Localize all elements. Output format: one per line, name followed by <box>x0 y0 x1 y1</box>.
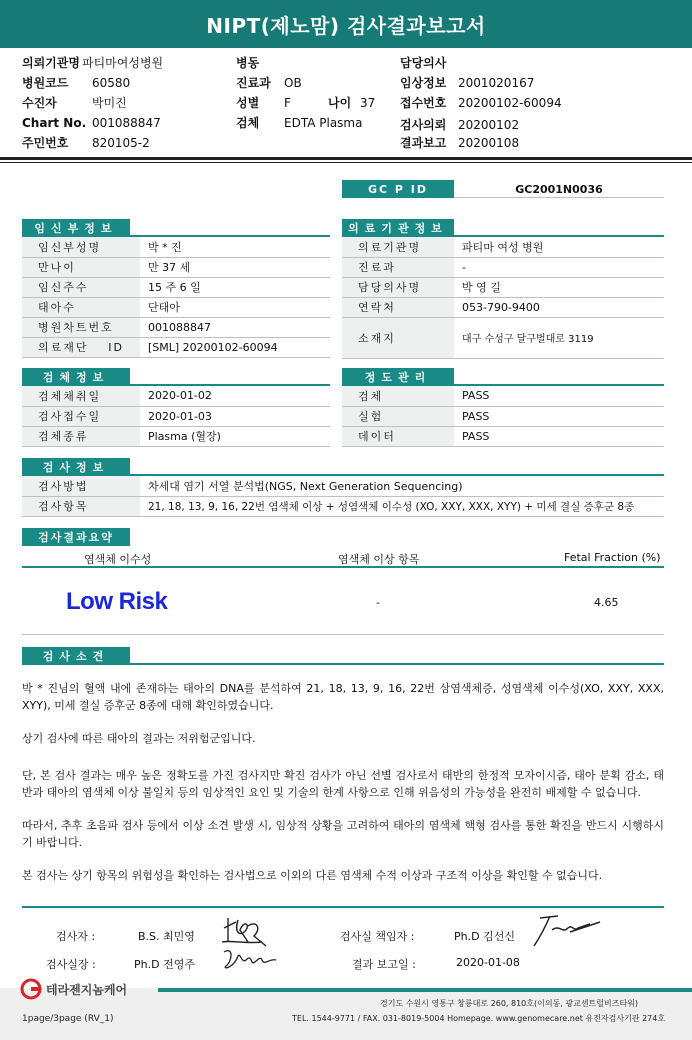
abnormal-value: - <box>376 596 380 609</box>
meta-receipt-no: 접수번호 20200102-60094 <box>400 96 562 110</box>
meta-hospital-code: 병원코드 60580 <box>22 76 131 90</box>
field-value: 대구 수성구 달구벌대로 3119 <box>454 317 664 358</box>
company-logo <box>20 978 127 1000</box>
responsible-name: Ph.D 김선신 <box>454 930 515 943</box>
table-row <box>22 496 664 516</box>
field-value: 차세대 염기 서열 분석법(NGS, Next Generation Sequencing) <box>140 476 664 496</box>
qc-heading: 정도관리 <box>342 368 454 386</box>
institution-info-table <box>342 237 664 359</box>
table-row <box>342 426 664 446</box>
field-label: 검사항목 <box>22 496 140 516</box>
pregnant-info-heading: 임신부정보 <box>22 219 130 237</box>
risk-result: Low Risk <box>66 588 168 615</box>
footer-contact: TEL. 1544-9771 / FAX. 031-8019-5004 Homepage. www.genomecare.net 유전자검사기관 274호 <box>292 1014 666 1023</box>
table-row <box>342 406 664 426</box>
meta-ward: 병동 <box>236 56 260 70</box>
lab-head-name: Ph.D 전영주 <box>134 958 195 971</box>
field-label: 의료재단 ID <box>22 337 140 357</box>
field-value: 15 주 6 일 <box>140 277 330 297</box>
summary-heading: 검사결과요약 <box>22 528 130 546</box>
responsible-label: 검사실 책임자 : <box>340 930 415 943</box>
table-row <box>342 386 664 406</box>
summary-bottom-rule <box>22 634 664 635</box>
field-label: 임신부성명 <box>22 237 140 257</box>
field-label: 검체채취일 <box>22 386 140 406</box>
field-value: 053-790-9400 <box>454 297 664 317</box>
field-label: 임신주수 <box>22 277 140 297</box>
field-label: 연락처 <box>342 297 454 317</box>
gc-pid-value: GC2001N0036 <box>515 182 603 196</box>
footer-rule <box>158 988 692 992</box>
field-label: 검사접수일 <box>22 406 140 426</box>
field-label: 태아수 <box>22 297 140 317</box>
table-row <box>22 476 664 496</box>
summary-header-row <box>22 548 664 568</box>
gc-pid-box <box>342 180 664 198</box>
field-label: 데이터 <box>342 426 454 446</box>
table-row <box>342 317 664 358</box>
findings-heading: 검사소견 <box>22 647 130 665</box>
meta-resident-no: 주민번호 820105-2 <box>22 136 150 150</box>
company-name: 테라젠지놈케어 <box>46 982 128 997</box>
table-row <box>22 317 330 337</box>
footer-address: 경기도 수원시 영통구 창룡대로 260, 810호(이의동, 광교센트럴비즈타워) <box>380 999 639 1008</box>
field-label: 소재지 <box>342 317 454 358</box>
findings-paragraph: 본 검사는 상기 항목의 위험성을 확인하는 검사법으로 이외의 다른 염색체 수적 이상과 구조적 이상을 확인할 수 없습니다. <box>22 869 603 882</box>
field-value: 박 * 진 <box>140 237 330 257</box>
lab-head-label: 검사실장 : <box>46 958 96 971</box>
field-label: 검체 <box>342 386 454 406</box>
meta-sex: 성별 F <box>236 96 291 110</box>
meta-report-date: 결과보고 20200108 <box>400 136 520 150</box>
table-row <box>22 297 330 317</box>
meta-chart-no: Chart No. 001088847 <box>22 116 161 130</box>
header-separator <box>0 157 692 160</box>
findings-text <box>22 680 664 900</box>
table-row <box>22 386 330 406</box>
summary-col-abnormal: 염색체 이상 항목 <box>338 553 420 566</box>
field-label: 의료기관명 <box>342 237 454 257</box>
table-row <box>22 406 330 426</box>
field-value: PASS <box>454 386 664 406</box>
summary-col-fetal-fraction: Fetal Fraction (%) <box>564 551 661 564</box>
meta-request-date: 검사의뢰 20200102 <box>400 118 520 132</box>
meta-doctor: 담당의사 <box>400 56 447 70</box>
field-label: 담당의사명 <box>342 277 454 297</box>
tester-label: 검사자 : <box>56 930 96 943</box>
findings-paragraph: 단, 본 검사 결과는 매우 높은 정확도를 가진 검사지만 확진 검사가 아닌 선별 검사로서 태반의 한정적 모자이시즘, 태아 분획 감소, 태반과 태아의 염색체 이상 불일치 등의 임상적인 요인 및 기술의 한계 사항으로 인해 위음성의 가능성을 완전히 배제할 수 없습니다. <box>22 769 664 799</box>
table-row <box>342 277 664 297</box>
table-row <box>342 297 664 317</box>
meta-clinical-info: 임상정보 2001020167 <box>400 76 535 90</box>
table-row <box>22 237 330 257</box>
table-row <box>342 257 664 277</box>
field-label: 실험 <box>342 406 454 426</box>
gc-pid-label: GC P ID <box>342 180 454 198</box>
specimen-info-heading: 검체정보 <box>22 368 130 386</box>
company-logo-icon <box>20 978 42 1000</box>
field-value: 2020-01-03 <box>140 406 330 426</box>
report-date-label: 결과 보고일 : <box>352 958 416 971</box>
field-label: 병원차트번호 <box>22 317 140 337</box>
table-row <box>22 426 330 446</box>
field-label: 검사방법 <box>22 476 140 496</box>
field-value: PASS <box>454 406 664 426</box>
field-label: 검체종류 <box>22 426 140 446</box>
meta-age: 나이 37 <box>328 96 376 110</box>
field-value: 21, 18, 13, 9, 16, 22번 염색체 이상 + 성염색체 이수성 (XO, XXY, XXX, XYY) + 미세 결실 증후군 8종 <box>140 496 664 516</box>
institution-info-heading: 의료기관정보 <box>342 219 454 237</box>
field-value: 단태아 <box>140 297 330 317</box>
test-info-heading: 검사정보 <box>22 458 130 476</box>
field-value: 박 영 길 <box>454 277 664 297</box>
field-value: 2020-01-02 <box>140 386 330 406</box>
responsible-signature <box>530 910 604 950</box>
pregnant-info-table <box>22 237 330 358</box>
field-value: [SML] 20200102-60094 <box>140 337 330 357</box>
table-row <box>22 257 330 277</box>
field-value: PASS <box>454 426 664 446</box>
table-row <box>22 277 330 297</box>
field-value: - <box>454 257 664 277</box>
field-value: Plasma (혈장) <box>140 426 330 446</box>
lab-head-signature <box>220 944 280 974</box>
report-title: NIPT(제노맘) 검사결과보고서 <box>0 0 692 48</box>
signature-top-rule <box>22 906 664 908</box>
findings-paragraph: 상기 검사에 따른 태아의 결과는 저위험군입니다. <box>22 732 256 745</box>
qc-table <box>342 386 664 447</box>
meta-specimen: 검체 EDTA Plasma <box>236 116 363 130</box>
field-value: 001088847 <box>140 317 330 337</box>
field-label: 진료과 <box>342 257 454 277</box>
findings-paragraph: 박 * 진님의 혈액 내에 존재하는 태아의 DNA를 분석하여 21, 18, 13, 9, 16, 22번 삼염색체증, 성염색체 이수성(XO, XXY, XXX, XYY), 미세 결실 증후군 8종에 대해 확인하였습니다. <box>22 682 664 712</box>
test-info-table <box>22 476 664 517</box>
page-indicator: 1page/3page (RV_1) <box>22 1014 114 1024</box>
table-row <box>22 337 330 357</box>
field-label: 만나이 <box>22 257 140 277</box>
header-separator-thin <box>0 162 692 163</box>
field-value: 만 37 세 <box>140 257 330 277</box>
report-date-value: 2020-01-08 <box>456 956 520 969</box>
table-row <box>342 237 664 257</box>
findings-rule <box>22 663 664 665</box>
meta-institution: 의뢰기관명 파티마여성병원 <box>22 56 164 70</box>
specimen-info-table <box>22 386 330 447</box>
fetal-fraction-value: 4.65 <box>594 596 619 609</box>
meta-patient: 수진자 박미진 <box>22 96 127 110</box>
field-value: 파티마 여성 병원 <box>454 237 664 257</box>
meta-department: 진료과 OB <box>236 76 302 90</box>
tester-name: B.S. 최민영 <box>138 930 195 943</box>
summary-col-aneuploidy: 염색체 이수성 <box>84 553 152 566</box>
findings-paragraph: 따라서, 추후 초음파 검사 등에서 이상 소견 발생 시, 임상적 상황을 고려하여 태아의 염색체 핵형 검사를 통한 확진을 반드시 시행하시기 바랍니다. <box>22 819 664 849</box>
